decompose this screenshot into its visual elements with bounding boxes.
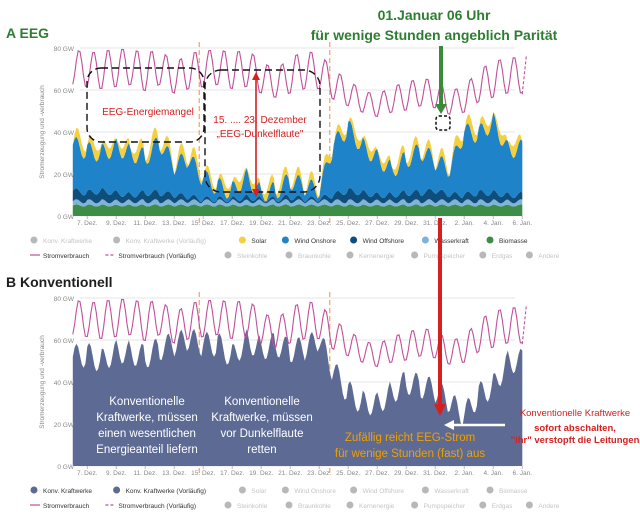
legend-label-0-legend_row1-5: Wasserkraft bbox=[434, 238, 469, 245]
legend-label-1-legend_row1-3: Wind Onshore bbox=[294, 488, 336, 495]
svg-text:einen wesentlichen: einen wesentlichen bbox=[98, 428, 196, 440]
legend-marker-1-legend_row1-4 bbox=[350, 487, 357, 494]
energiemangel-box bbox=[87, 68, 204, 142]
xtick-label-0-12: 31. Dez. bbox=[423, 220, 448, 227]
xtick-label-1-15: 6. Jan. bbox=[512, 470, 533, 477]
legend-marker-0-legend_row2-2 bbox=[225, 252, 232, 259]
svg-text:sofort abschalten,: sofort abschalten, bbox=[534, 423, 616, 434]
panel-b-title: B Konventionell bbox=[6, 274, 113, 290]
ytick-label-0-0: 0 GW bbox=[57, 214, 74, 221]
dunkelflaute-label-1: 15. .... 23. Dezember bbox=[213, 115, 307, 126]
legend-label-1-legend_row2-6: Erdgas bbox=[491, 503, 513, 510]
panel-a-title: A EEG bbox=[6, 25, 50, 41]
xtick-label-0-5: 17. Dez. bbox=[220, 220, 245, 227]
legend-marker-0-legend_row1-4 bbox=[350, 237, 357, 244]
xtick-label-0-10: 27. Dez. bbox=[365, 220, 390, 227]
legend-marker-0-legend_row1-5 bbox=[422, 237, 429, 244]
legend-marker-0-legend_row2-5 bbox=[411, 252, 418, 259]
legend-label-0-legend_row2-1: Stromverbrauch (Vorläufig) bbox=[118, 253, 197, 260]
svg-text:vor Dunkelflaute: vor Dunkelflaute bbox=[220, 428, 304, 440]
legend-label-0-legend_row1-3: Wind Onshore bbox=[294, 238, 336, 245]
ytick-label-1-1: 20 GW bbox=[53, 422, 74, 429]
legend-label-0-legend_row1-4: Wind Offshore bbox=[362, 238, 405, 245]
xtick-label-0-6: 19. Dez. bbox=[249, 220, 274, 227]
legend-marker-0-legend_row1-6 bbox=[487, 237, 494, 244]
svg-text:retten: retten bbox=[247, 444, 277, 456]
legend-marker-1-legend_row2-2 bbox=[225, 502, 232, 509]
xtick-label-1-7: 21. Dez. bbox=[278, 470, 303, 477]
xtick-label-1-1: 9. Dez. bbox=[105, 470, 127, 477]
legend-marker-1-legend_row2-3 bbox=[286, 502, 293, 509]
xtick-label-0-4: 15. Dez. bbox=[191, 220, 216, 227]
ytick-label-0-4: 80 GW bbox=[53, 46, 74, 53]
xtick-label-1-12: 31. Dez. bbox=[423, 470, 448, 477]
legend-label-0-legend_row1-1: Konv. Kraftwerke (Vorläufig) bbox=[125, 238, 207, 245]
legend-label-1-legend_row2-4: Kernenergie bbox=[359, 503, 395, 510]
xtick-label-0-8: 23. Dez. bbox=[307, 220, 332, 227]
legend-label-0-legend_row2-5: Pumpspeicher bbox=[423, 253, 466, 260]
legend-label-1-legend_row2-1: Stromverbrauch (Vorläufig) bbox=[118, 503, 197, 510]
legend-label-1-legend_row1-4: Wind Offshore bbox=[362, 488, 405, 495]
legend-label-0-legend_row2-4: Kernenergie bbox=[359, 253, 395, 260]
legend-marker-0-legend_row1-3 bbox=[282, 237, 289, 244]
legend-label-1-legend_row1-6: Biomasse bbox=[499, 488, 528, 495]
ytick-label-1-4: 80 GW bbox=[53, 296, 74, 303]
legend-label-1-legend_row1-5: Wasserkraft bbox=[434, 488, 469, 495]
xtick-label-0-1: 9. Dez. bbox=[105, 220, 127, 227]
legend-label-0-legend_row2-3: Braunkohle bbox=[298, 253, 331, 260]
svg-text:"ihr" verstopft die Leitungen: "ihr" verstopft die Leitungen bbox=[510, 435, 640, 446]
xtick-label-1-10: 27. Dez. bbox=[365, 470, 390, 477]
xtick-label-1-14: 4. Jan. bbox=[483, 470, 504, 477]
xtick-label-0-15: 6. Jan. bbox=[512, 220, 533, 227]
legend-label-1-legend_row1-1: Konv. Kraftwerke (Vorläufig) bbox=[125, 488, 207, 495]
svg-text:Kraftwerke, müssen: Kraftwerke, müssen bbox=[211, 412, 313, 424]
xtick-label-0-13: 2. Jan. bbox=[454, 220, 475, 227]
demand-line-provisional-0 bbox=[522, 56, 526, 94]
xtick-label-0-14: 4. Jan. bbox=[483, 220, 504, 227]
xtick-label-0-0: 7. Dez. bbox=[76, 220, 98, 227]
annotation-top-title: 01.Januar 06 Uhr bbox=[377, 7, 491, 23]
energiemangel-label: EEG-Energiemangel bbox=[102, 107, 194, 118]
svg-text:Kraftwerke, müssen: Kraftwerke, müssen bbox=[96, 412, 198, 424]
legend-label-1-legend_row2-3: Braunkohle bbox=[298, 503, 331, 510]
xtick-label-1-2: 11. Dez. bbox=[133, 470, 158, 477]
legend-label-0-legend_row1-0: Konv. Kraftwerke bbox=[43, 238, 93, 245]
ylabel-0: Stromerzeugung und -verbrauch bbox=[39, 85, 46, 179]
xtick-label-1-8: 23. Dez. bbox=[307, 470, 332, 477]
legend-label-1-legend_row2-5: Pumpspeicher bbox=[423, 503, 466, 510]
legend-label-1-legend_row1-2: Solar bbox=[251, 488, 267, 495]
right-red-text bbox=[511, 408, 640, 446]
xtick-label-0-2: 11. Dez. bbox=[133, 220, 158, 227]
ytick-label-1-3: 60 GW bbox=[53, 338, 74, 345]
xtick-label-1-13: 2. Jan. bbox=[454, 470, 475, 477]
xtick-label-0-9: 25. Dez. bbox=[336, 220, 361, 227]
legend-label-0-legend_row1-6: Biomasse bbox=[499, 238, 528, 245]
legend-marker-0-legend_row1-1 bbox=[113, 237, 120, 244]
legend-label-0-legend_row1-2: Solar bbox=[251, 238, 267, 245]
demand-line-provisional-1 bbox=[522, 306, 526, 344]
svg-text:Energieanteil liefern: Energieanteil liefern bbox=[96, 444, 198, 456]
legend-label-0-legend_row2-7: Andere bbox=[538, 253, 560, 260]
legend-label-1-legend_row2-7: Andere bbox=[538, 503, 560, 510]
xtick-label-1-11: 29. Dez. bbox=[394, 470, 419, 477]
legend-marker-1-legend_row1-2 bbox=[239, 487, 246, 494]
legend-label-0-legend_row2-0: Stromverbrauch bbox=[43, 253, 90, 260]
legend-marker-0-legend_row2-3 bbox=[286, 252, 293, 259]
legend-marker-0-legend_row2-7 bbox=[526, 252, 533, 259]
ytick-label-0-1: 20 GW bbox=[53, 172, 74, 179]
legend-marker-1-legend_row1-1 bbox=[113, 487, 120, 494]
ytick-label-0-3: 60 GW bbox=[53, 88, 74, 95]
xtick-label-0-3: 13. Dez. bbox=[162, 220, 187, 227]
legend-marker-1-legend_row2-7 bbox=[526, 502, 533, 509]
legend-label-0-legend_row2-2: Steinkohle bbox=[237, 253, 268, 260]
ylabel-1: Stromerzeugung und -verbrauch bbox=[39, 335, 46, 429]
legend-marker-1-legend_row2-5 bbox=[411, 502, 418, 509]
green-arrow-head bbox=[435, 104, 447, 114]
svg-text:Konventionelle: Konventionelle bbox=[224, 396, 300, 408]
legend-label-1-legend_row2-0: Stromverbrauch bbox=[43, 503, 90, 510]
legend-marker-1-legend_row2-4 bbox=[347, 502, 354, 509]
legend-marker-1-legend_row1-3 bbox=[282, 487, 289, 494]
xtick-label-1-6: 19. Dez. bbox=[249, 470, 274, 477]
legend-label-0-legend_row2-6: Erdgas bbox=[491, 253, 513, 260]
ytick-label-1-2: 40 GW bbox=[53, 380, 74, 387]
legend-marker-1-legend_row1-5 bbox=[422, 487, 429, 494]
xtick-label-1-3: 13. Dez. bbox=[162, 470, 187, 477]
svg-text:Konventionelle Kraftwerke: Konventionelle Kraftwerke bbox=[519, 408, 631, 419]
ytick-label-1-0: 0 GW bbox=[57, 464, 74, 471]
xtick-label-0-11: 29. Dez. bbox=[394, 220, 419, 227]
area-0-biomasse bbox=[73, 204, 523, 216]
legend-label-1-legend_row1-0: Konv. Kraftwerke bbox=[43, 488, 93, 495]
xtick-label-1-9: 25. Dez. bbox=[336, 470, 361, 477]
legend-marker-1-legend_row2-6 bbox=[479, 502, 486, 509]
legend-marker-0-legend_row1-0 bbox=[31, 237, 38, 244]
legend-marker-0-legend_row2-6 bbox=[479, 252, 486, 259]
xtick-label-1-4: 15. Dez. bbox=[191, 470, 216, 477]
legend-marker-0-legend_row2-4 bbox=[347, 252, 354, 259]
ytick-label-0-2: 40 GW bbox=[53, 130, 74, 137]
legend-marker-1-legend_row1-0 bbox=[31, 487, 38, 494]
legend-marker-0-legend_row1-2 bbox=[239, 237, 246, 244]
xtick-label-1-0: 7. Dez. bbox=[76, 470, 98, 477]
svg-text:Konventionelle: Konventionelle bbox=[109, 396, 185, 408]
parity-marker bbox=[436, 116, 450, 130]
svg-text:Zufällig reicht EEG-Strom: Zufällig reicht EEG-Strom bbox=[344, 432, 476, 444]
dunkelflaute-label-2: „EEG-Dunkelflaute" bbox=[216, 129, 304, 140]
xtick-label-1-5: 17. Dez. bbox=[220, 470, 245, 477]
svg-text:für wenige Stunden (fast) aus: für wenige Stunden (fast) aus bbox=[334, 448, 486, 460]
dunkelflaute-arrow-up bbox=[252, 72, 260, 80]
areas-a bbox=[73, 112, 523, 216]
xtick-label-0-7: 21. Dez. bbox=[278, 220, 303, 227]
legend-marker-1-legend_row1-6 bbox=[487, 487, 494, 494]
annotation-top-subtitle: für wenige Stunden angeblich Parität bbox=[310, 27, 558, 43]
legend-label-1-legend_row2-2: Steinkohle bbox=[237, 503, 268, 510]
